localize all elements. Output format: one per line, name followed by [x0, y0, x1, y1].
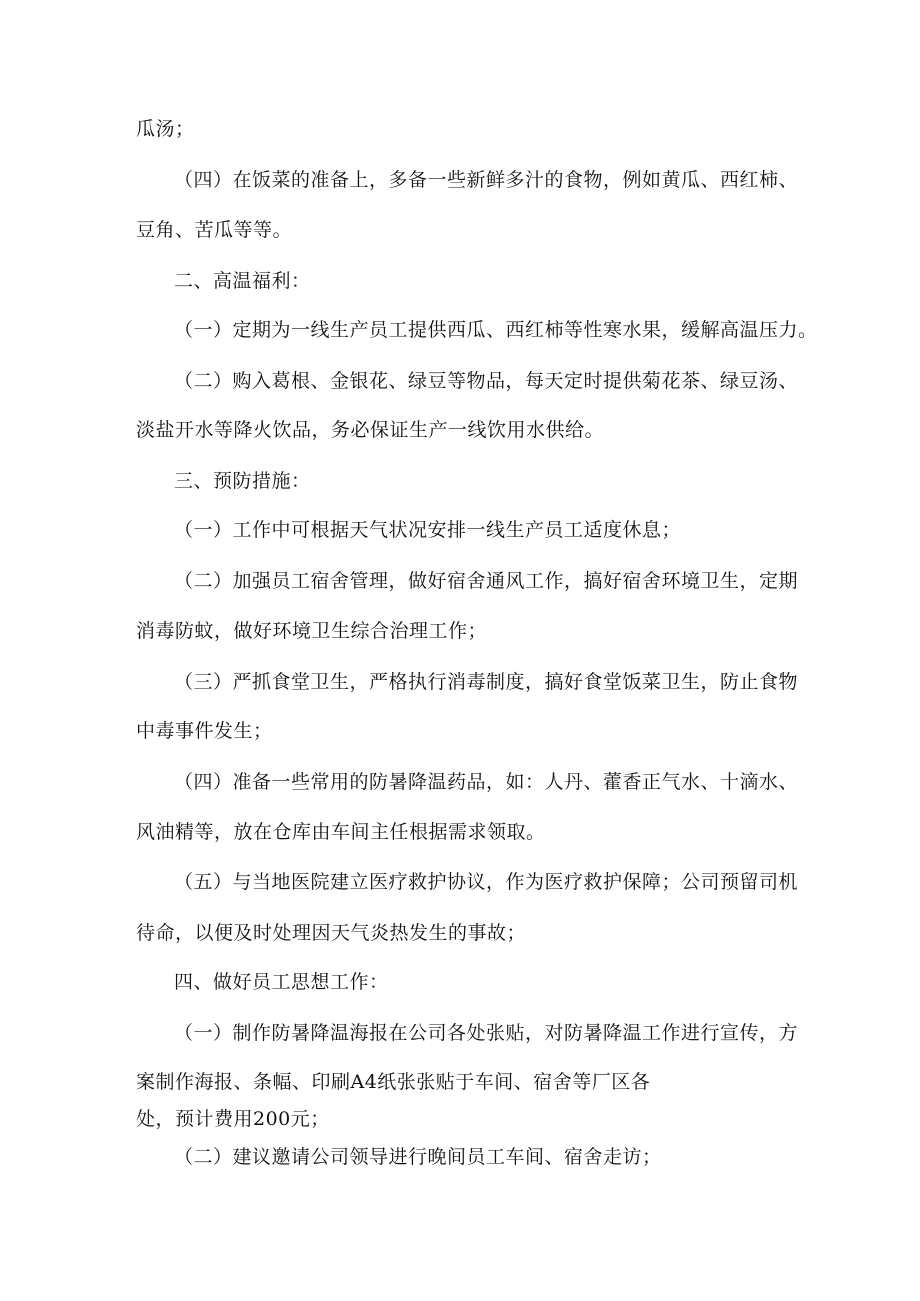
- paragraph-line: （二）加强员工宿舍管理，做好宿舍通风工作，搞好宿舍环境卫生，定期: [174, 570, 799, 592]
- paragraph-line: 瓜汤；: [136, 118, 195, 140]
- paragraph-line: （二）建议邀请公司领导进行晚间员工车间、宿舍走访；: [174, 1146, 662, 1168]
- paragraph-line: 淡盐开水等降火饮品，务必保证生产一线饮用水供给。: [136, 419, 605, 441]
- paragraph-line: 待命，以便及时处理因天气炎热发生的事故；: [136, 922, 527, 944]
- paragraph-line: （三）严抓食堂卫生，严格执行消毒制度，搞好食堂饭菜卫生，防止食物: [174, 671, 799, 693]
- paragraph-line: （四）在饭菜的准备上，多备一些新鲜多汁的食物，例如黄瓜、西红柿、: [174, 169, 799, 191]
- paragraph-line: 处，预计费用200元；: [136, 1108, 330, 1130]
- paragraph-line: （一）工作中可根据天气状况安排一线生产员工适度休息；: [174, 519, 682, 541]
- paragraph-line: 豆角、苦瓜等等。: [136, 219, 293, 241]
- paragraph-line: （二）购入葛根、金银花、绿豆等物品，每天定时提供菊花茶、绿豆汤、: [174, 370, 799, 392]
- paragraph-line: 中毒事件发生；: [136, 720, 273, 742]
- paragraph-line: 消毒防蚊，做好环境卫生综合治理工作；: [136, 620, 488, 642]
- paragraph-line: （五）与当地医院建立医疗救护协议，作为医疗救护保障；公司预留司机: [174, 871, 799, 893]
- paragraph-line: 风油精等，放在仓库由车间主任根据需求领取。: [136, 821, 546, 843]
- paragraph-line: （一）定期为一线生产员工提供西瓜、西红柿等性寒水果，缓解高温压力。: [174, 319, 818, 341]
- paragraph-line: 案制作海报、条幅、印刷A4纸张张贴于车间、宿舍等厂区各: [136, 1071, 651, 1093]
- section-heading: 四、做好员工思想工作：: [174, 971, 389, 993]
- section-heading: 三、预防措施：: [174, 470, 311, 492]
- section-heading: 二、高温福利：: [174, 270, 311, 292]
- paragraph-line: （四）准备一些常用的防暑降温药品，如：人丹、藿香正气水、十滴水、: [174, 771, 799, 793]
- paragraph-line: （一）制作防暑降温海报在公司各处张贴，对防暑降温工作进行宣传，方: [174, 1022, 799, 1044]
